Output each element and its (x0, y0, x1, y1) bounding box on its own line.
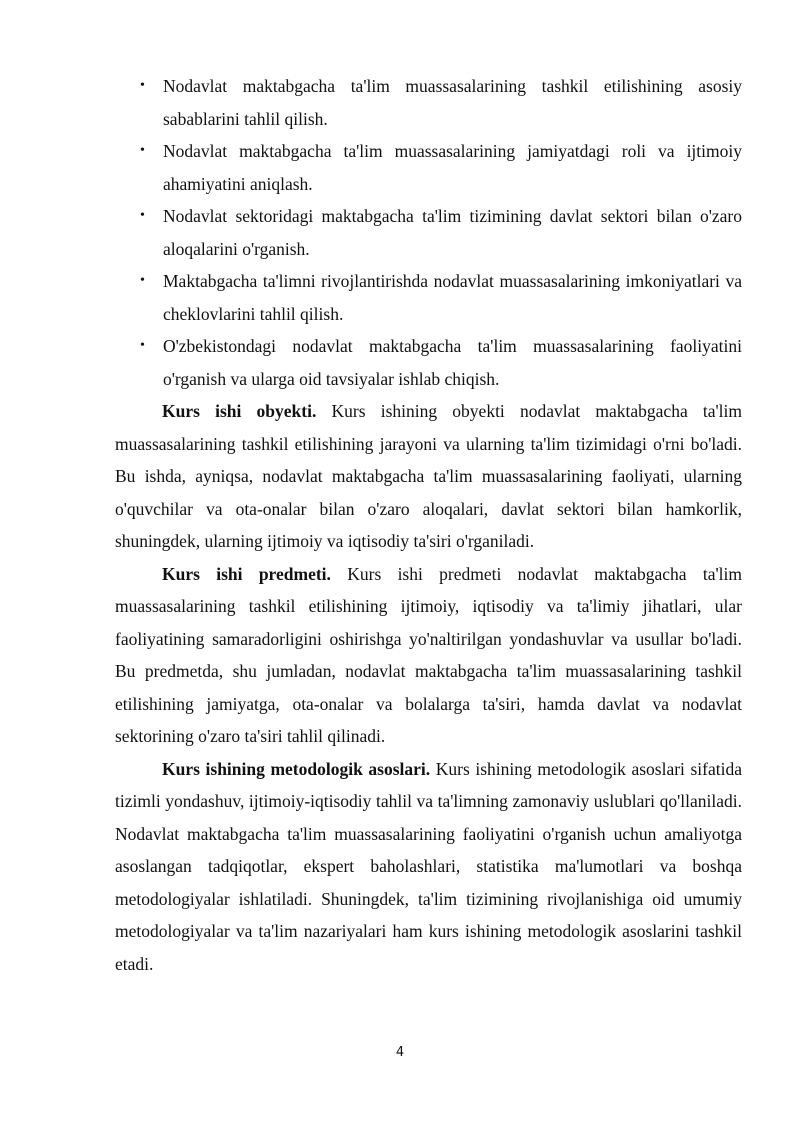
list-item (115, 330, 742, 395)
paragraph-object (115, 395, 742, 558)
bullet-icon: • (140, 143, 145, 158)
paragraph-text: Kurs ishi predmeti nodavlat maktabgacha ta'lim muassasalarining tashkil etilishining ijtimoiy, iqtisodiy va ta'limiy jihatlari, ular faoliyatining samaradorligini oshirishga yo'naltirilgan yondashuvlar va usullar bo'ladi. Bu predmetda, shu jumladan, nodavlat maktabgacha ta'lim muassasalarining tashkil etilishining jamiyatga, ota-onalar va bolalarga ta'siri, hamda davlat va nodavlat sektorining o'zaro ta'siri tahlil qilinadi. (115, 563, 742, 746)
paragraph-heading: Kurs ishining metodologik asoslari. (162, 758, 431, 779)
list-item-text: Nodavlat maktabgacha ta'lim muassasalarining tashkil etilishining asosiy sabablarini tahlil qilish. (163, 76, 742, 129)
list-item-text: Maktabgacha ta'limni rivojlantirishda nodavlat muassasalarining imkoniyatlari va cheklovlarini tahlil qilish. (163, 271, 742, 324)
list-item-text: Nodavlat sektoridagi maktabgacha ta'lim tizimining davlat sektori bilan o'zaro aloqalarini o'rganish. (163, 206, 742, 259)
list-item-text: O'zbekistondagi nodavlat maktabgacha ta'lim muassasalarining faoliyatini o'rganish va ularga oid tavsiyalar ishlab chiqish. (163, 336, 742, 389)
bullet-icon: • (140, 78, 145, 93)
paragraph-subject (115, 558, 742, 753)
bullet-icon: • (140, 208, 145, 223)
paragraph-text: Kurs ishining metodologik asoslari sifatida tizimli yondashuv, ijtimoiy-iqtisodiy tahlil va ta'limning zamonaviy uslublari qo'llaniladi. Nodavlat maktabgacha ta'lim muassasalarining faoliyatini o'rganish uchun amaliyotga asoslangan tadqiqotlar, ekspert baholashlari, statistika ma'lumotlari va boshqa metodologiyalar ishlatiladi. Shuningdek, ta'lim tizimining rivojlanishiga oid umumiy metodologiyalar va ta'lim nazariyalari ham kurs ishining metodologik asoslarini tashkil etadi. (115, 758, 743, 974)
page-content (115, 70, 742, 980)
list-item (115, 200, 742, 265)
list-item (115, 135, 742, 200)
bullet-icon: • (140, 338, 145, 353)
objectives-list (115, 70, 742, 395)
paragraph-methodology (115, 753, 742, 981)
list-item (115, 70, 742, 135)
page-number: 4 (395, 1045, 405, 1060)
paragraph-text: Kurs ishining obyekti nodavlat maktabgacha ta'lim muassasalarining tashkil etilishining jarayoni va ularning ta'lim tizimidagi o'rni bo'ladi. Bu ishda, ayniqsa, nodavlat maktabgacha ta'lim muassasalarining faoliyati, ularning o'quvchilar va ota-onalar bilan o'zaro aloqalari, davlat sektori bilan hamkorlik, shuningdek, ularning ijtimoiy va iqtisodiy ta'siri o'rganiladi. (115, 401, 743, 551)
paragraph-heading: Kurs ishi obyekti. (162, 401, 317, 421)
paragraph-heading: Kurs ishi predmeti. (162, 563, 331, 584)
list-item (115, 265, 742, 330)
list-item-text: Nodavlat maktabgacha ta'lim muassasalarining jamiyatdagi roli va ijtimoiy ahamiyatini aniqlash. (163, 141, 742, 194)
bullet-icon: • (140, 273, 145, 288)
